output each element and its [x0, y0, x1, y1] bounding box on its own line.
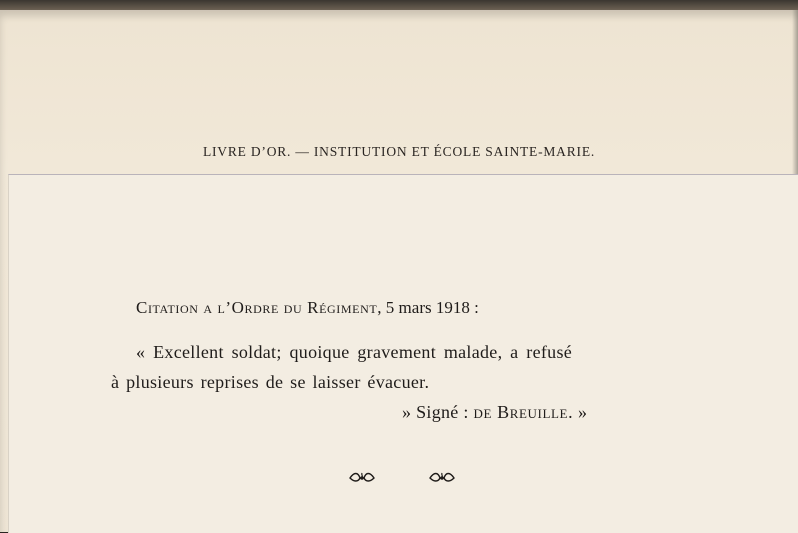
quote-line-1: « Excellent soldat; quoique gravement malade, a refusé — [136, 342, 573, 362]
citation-title: Citation a l’Ordre du Régiment — [136, 298, 378, 317]
fleuron-icon — [428, 470, 456, 486]
running-head — [0, 144, 798, 160]
running-head-institution: INSTITUTION ET ÉCOLE SAINTE-MARIE. — [313, 144, 596, 159]
citation-date: , 5 mars 1918 : — [377, 298, 479, 317]
citation-heading — [136, 298, 479, 318]
signature-prefix: » Signé : — [402, 402, 469, 422]
signature-suffix: » — [573, 402, 588, 422]
signature-name: de Breuille. — [473, 402, 574, 422]
quote-signature — [402, 402, 587, 423]
running-head-book-title: LIVRE D’OR. — — [202, 144, 310, 159]
fleuron-icon — [348, 470, 376, 486]
quote-line-2: à plusieurs reprises de se laisser évacuer. — [111, 372, 430, 392]
ornament-row — [348, 470, 458, 490]
